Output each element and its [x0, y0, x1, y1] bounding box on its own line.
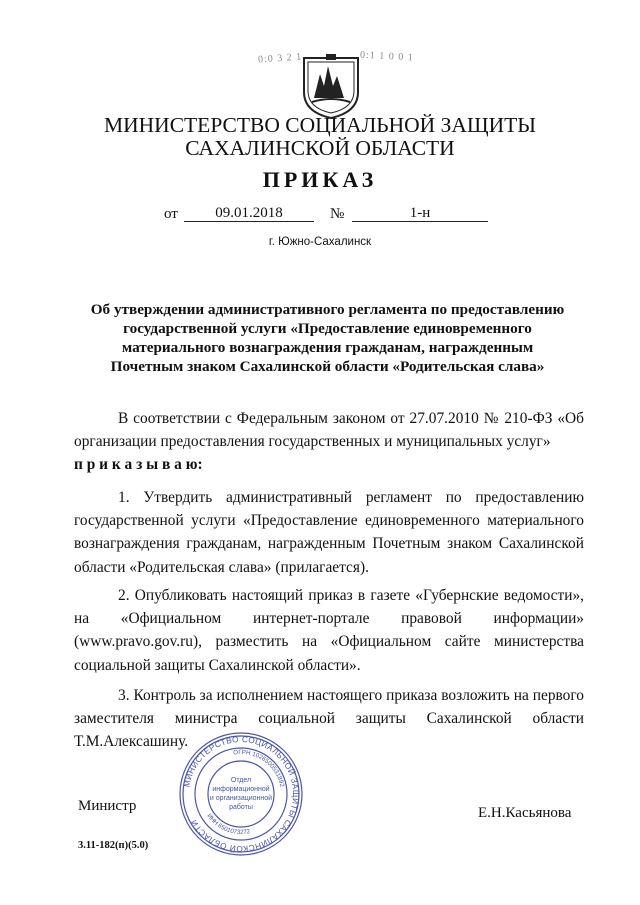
stamp-ring-text: МИНИСТЕРСТВО СОЦИАЛЬНОЙ ЗАЩИТЫ САХАЛИНСКОЙ ОБЛАСТИ	[182, 734, 301, 854]
official-stamp	[177, 730, 305, 858]
order-word: п р и к а з ы в а ю:	[74, 456, 203, 473]
ministry-line-2: САХАЛИНСКОЙ ОБЛАСТИ	[185, 136, 455, 160]
document-title: Об утверждении административного регламента по предоставлению государственной услуги «Предоставление единовременного материального вознаграждения гражданам, награжденным Почетным знаком Сахалинской области «Родительская слава»	[90, 301, 565, 375]
serial-right: 0:1 1 0 0 1	[359, 49, 415, 64]
stamp-inn: ИНН 6501073272	[205, 812, 251, 837]
stamp-center-line-4: работы	[229, 804, 253, 811]
order-item-3: 3. Контроль за исполнением настоящего приказа возложить на первого заместителя министра социальной защиты Сахалинской области Т.М.Алексашину.	[74, 687, 584, 751]
stamp-center-line-2: информационной	[212, 786, 270, 793]
city: г. Южно-Сахалинск	[268, 236, 372, 248]
date-underline	[184, 221, 314, 222]
signatory-name: Е.Н.Касьянова	[478, 805, 572, 821]
signatory-position: Министр	[78, 798, 137, 814]
stamp-center-line-1: Отдел	[230, 777, 252, 784]
order-item-1: 1. Утвердить административный регламент по предоставлению государственной услуги «Предоставление единовременного материального вознаграждения гражданам, награжденным Почетным знаком Сахалинской области «Родительская слава» (прилагается).	[74, 489, 584, 576]
order-item-2: 2. Опубликовать настоящий приказ в газете «Губернские ведомости», на «Официальном интернет-портале правовой информации» (www.pravo.gov.ru), разместить на «Официальном сайте министерства социальной защиты Сахалинской области».	[74, 587, 584, 674]
document-type: ПРИКАЗ	[262, 167, 378, 192]
serial-left: 0:0 3 2 1	[257, 51, 303, 66]
number-label: №	[330, 206, 345, 222]
ministry-line-1: МИНИСТЕРСТВО СОЦИАЛЬНОЙ ЗАЩИТЫ	[104, 113, 536, 137]
form-code: 3.11-182(п)(5.0)	[78, 840, 149, 851]
stamp-ogrn: ОГРН 1026500531892	[232, 748, 286, 788]
coat-of-arms-icon	[300, 52, 362, 120]
preamble: В соответствии с Федеральным законом от 27.07.2010 № 210-ФЗ «Об организации предоставления государственных и муниципальных услуг»	[74, 410, 584, 451]
ministry-name	[0, 114, 640, 160]
number-underline	[352, 221, 488, 222]
date-label: от	[164, 206, 178, 222]
stamp-center-line-3: и организационной	[209, 795, 273, 802]
document-date: 09.01.2018	[215, 205, 283, 221]
document-number: 1-н	[409, 205, 431, 221]
